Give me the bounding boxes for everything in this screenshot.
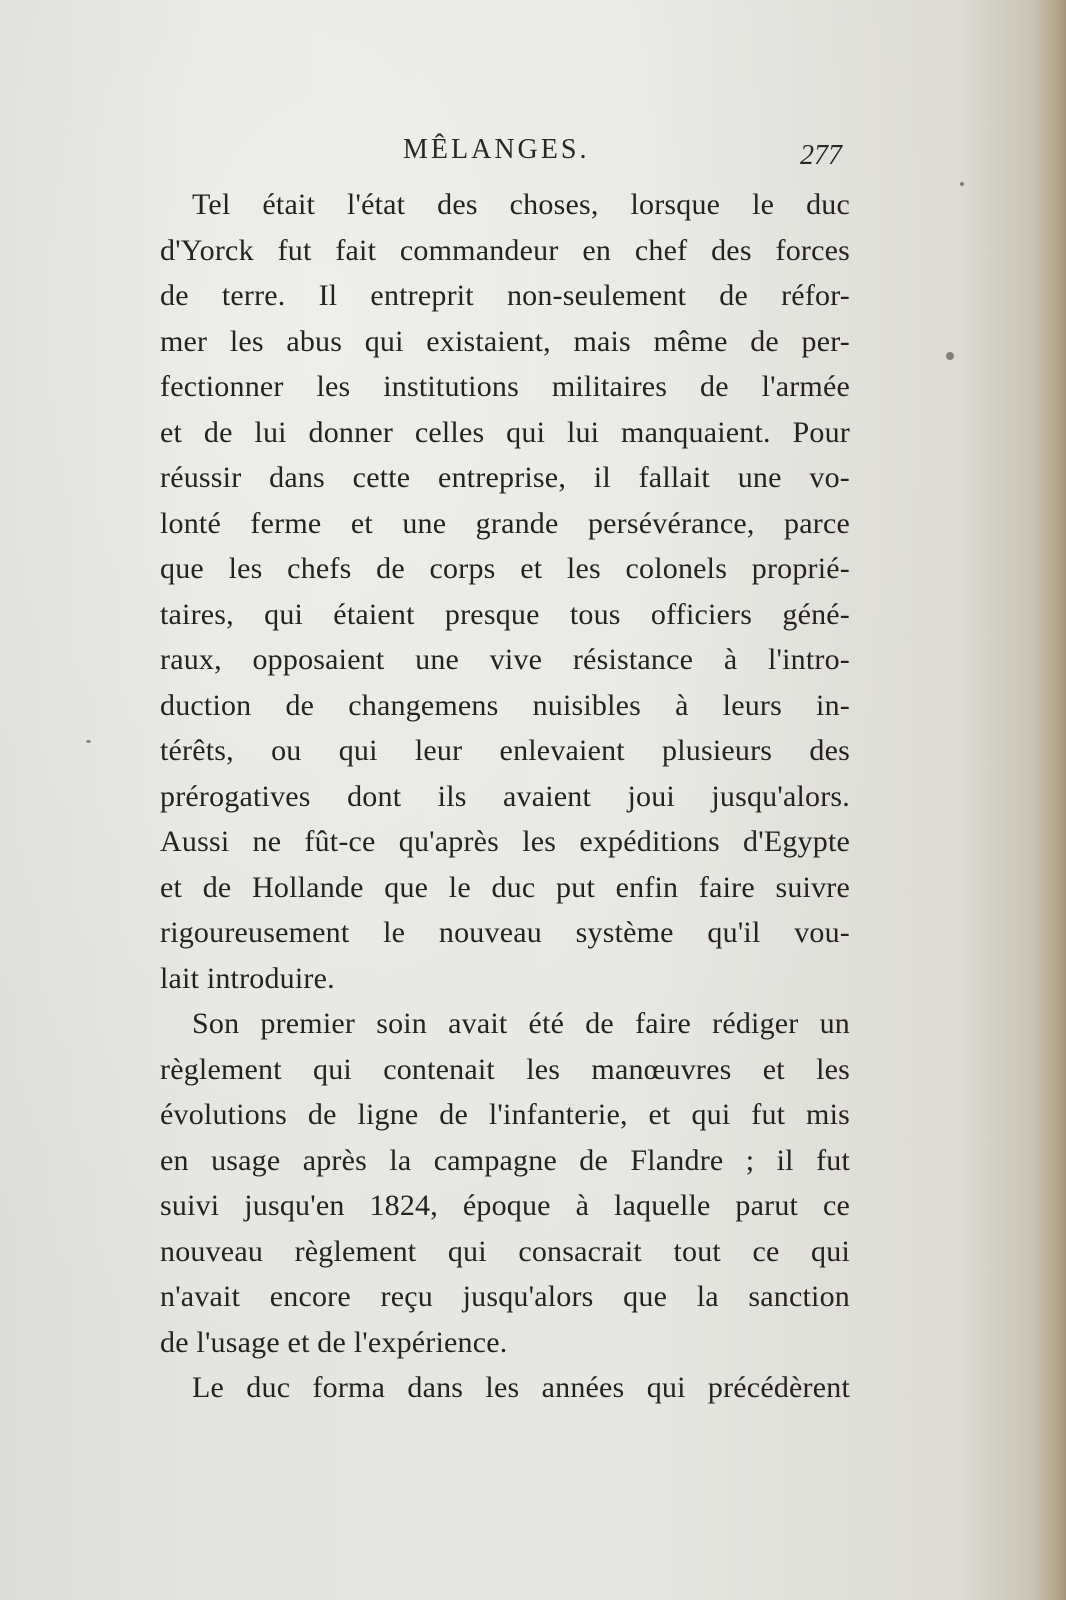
body-text xyxy=(160,182,850,1411)
text-line: réussir dans cette entreprise, il fallait une vo- xyxy=(160,461,850,494)
text-line: térêts, ou qui leur enlevaient plusieurs des xyxy=(160,734,850,767)
paper-spot xyxy=(960,182,964,186)
page-number: 277 xyxy=(800,140,842,171)
text-line: lait introduire. xyxy=(160,961,335,995)
text-line: et de lui donner celles qui lui manquaient. Pour xyxy=(160,415,850,449)
text-line: et de Hollande que le duc put enfin faire suivre xyxy=(160,870,850,904)
paper-spot xyxy=(946,352,954,360)
text-line: taires, qui étaient presque tous officiers géné- xyxy=(160,597,850,631)
text-line: raux, opposaient une vive résistance à l'intro- xyxy=(160,643,850,676)
text-line: en usage après la campagne de Flandre ; il fut xyxy=(160,1143,850,1177)
text-line: évolutions de ligne de l'infanterie, et qui fut mis xyxy=(160,1098,850,1131)
text-line: mer les abus qui existaient, mais même de per- xyxy=(160,324,850,358)
text-line: Tel était l'état des choses, lorsque le duc xyxy=(192,188,850,221)
text-line: suivi jusqu'en 1824, époque à laquelle parut ce xyxy=(160,1189,850,1222)
text-line: rigoureusement le nouveau système qu'il vou- xyxy=(160,916,850,949)
paper-spot xyxy=(86,740,91,743)
text-line: duction de changemens nuisibles à leurs in- xyxy=(160,688,850,722)
text-line: fectionner les institutions militaires de l'armée xyxy=(160,370,850,403)
page-edge-stain xyxy=(1032,0,1066,1600)
text-line: Son premier soin avait été de faire rédiger un xyxy=(192,1007,850,1040)
text-line: règlement qui contenait les manœuvres et les xyxy=(160,1052,850,1086)
running-head-title: MÊLANGES. xyxy=(403,134,590,165)
text-line: Aussi ne fût-ce qu'après les expéditions d'Egypte xyxy=(160,825,850,858)
text-line: prérogatives dont ils avaient joui jusqu'alors. xyxy=(160,779,850,813)
text-line: lonté ferme et une grande persévérance, parce xyxy=(160,506,850,540)
text-line: nouveau règlement qui consacrait tout ce qui xyxy=(160,1234,850,1268)
text-line: de l'usage et de l'expérience. xyxy=(160,1325,508,1359)
text-line: Le duc forma dans les années qui précédèrent xyxy=(192,1371,850,1404)
running-head xyxy=(160,134,848,174)
text-line: de terre. Il entreprit non-seulement de réfor- xyxy=(160,279,850,312)
text-line: d'Yorck fut fait commandeur en chef des forces xyxy=(160,233,850,267)
text-line: que les chefs de corps et les colonels proprié- xyxy=(160,552,850,585)
text-line: n'avait encore reçu jusqu'alors que la sanction xyxy=(160,1280,850,1313)
